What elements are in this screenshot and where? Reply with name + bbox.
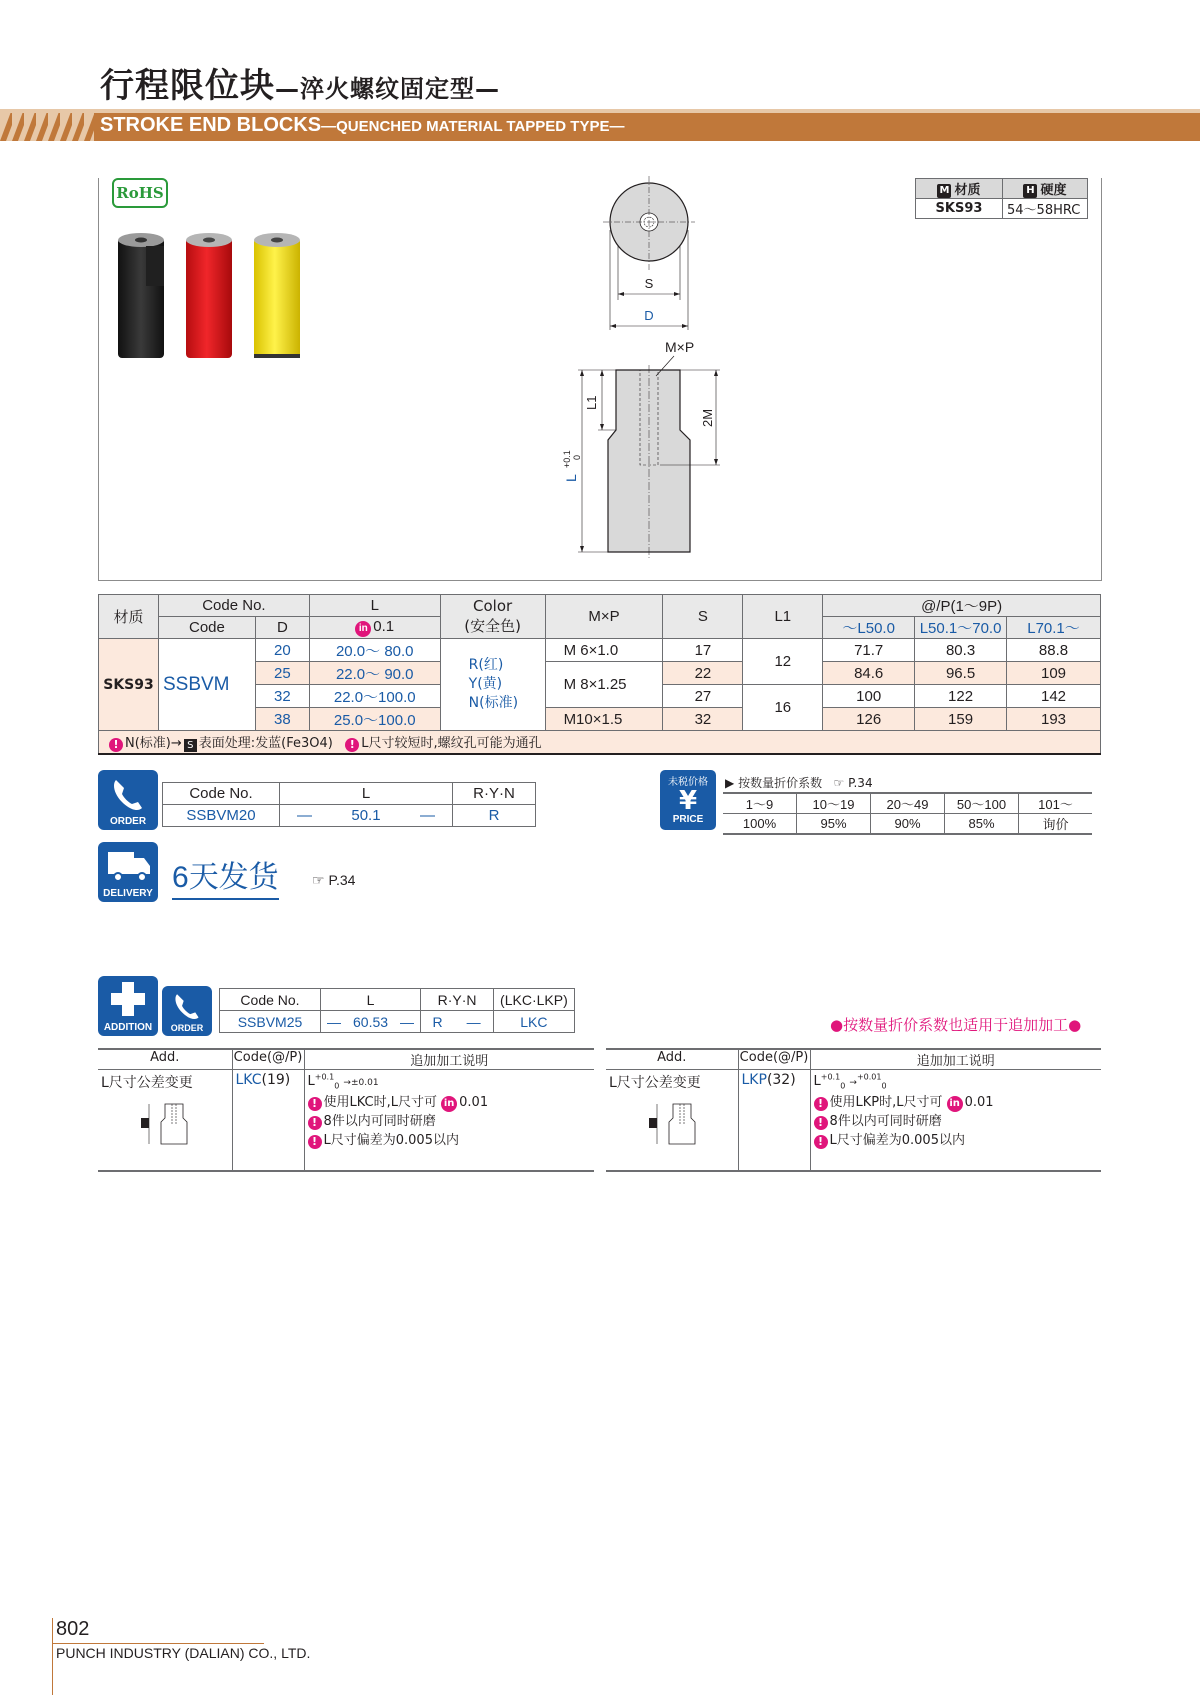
warning-icon: ! [345, 738, 359, 752]
order-h-l: L [280, 783, 453, 805]
order-code-table [162, 782, 536, 827]
arrow-icon: → [343, 1078, 351, 1088]
rate-cell: 90% [871, 814, 945, 835]
add-order-l: 60.53 [347, 1011, 394, 1033]
qty-cell: 50～100 [945, 793, 1019, 814]
price-cell: 193 [1007, 708, 1101, 731]
add-increment: 0.01 [964, 1095, 994, 1110]
warning-icon: ! [814, 1097, 828, 1111]
order-sep: — [403, 805, 452, 827]
h-code: Code [158, 617, 255, 639]
company-name: PUNCH INDUSTRY (DALIAN) CO., LTD. [56, 1645, 311, 1661]
qty-cell: 101～ [1019, 793, 1093, 814]
add-order-h-code: Code No. [220, 989, 321, 1011]
add-line: L尺寸偏差为0.005以内 [323, 1133, 459, 1148]
add-price: (32) [766, 1072, 796, 1088]
s-cell: 32 [663, 708, 743, 731]
dim-l-tol-lower: 0 [572, 454, 582, 460]
material-cell: SKS93 [99, 639, 159, 731]
material-box [915, 178, 1088, 219]
price-cell: 88.8 [1007, 639, 1101, 662]
pointer-icon: ☞ [312, 872, 325, 888]
h-s: S [663, 595, 743, 639]
tol-upper: +0.1 [314, 1072, 335, 1082]
increment-icon: in [441, 1096, 457, 1112]
warning-icon: ! [814, 1116, 828, 1130]
warning-icon: ! [308, 1116, 322, 1130]
price-badge-top: 未税价格 [668, 777, 708, 788]
add-line: L尺寸偏差为0.005以内 [829, 1133, 965, 1148]
add-h-add: Add. [606, 1049, 738, 1070]
order-code-value: SSBVM20 [163, 805, 280, 827]
price-cell: 71.7 [823, 639, 915, 662]
rate-cell: 询价 [1019, 814, 1093, 835]
add-increment: 0.01 [459, 1095, 489, 1110]
color-standard: N(标准) [468, 695, 519, 711]
tol-lower: 0 [840, 1081, 846, 1091]
l1-cell: 16 [743, 685, 823, 731]
h-l-increment: 0.1 [373, 618, 395, 635]
arrow-icon: → [849, 1078, 857, 1088]
dim-l-tol-upper: +0.1 [562, 450, 572, 468]
note-standard: N(标准)→ [125, 736, 182, 751]
addition-note: ●按数量折价系数也适用于追加加工● [830, 1016, 1082, 1034]
warning-icon: ! [814, 1135, 828, 1149]
price-cell: 84.6 [823, 662, 915, 685]
l-range-cell: 25.0～100.0 [309, 708, 440, 731]
s-cell: 27 [663, 685, 743, 708]
delivery-icon-label: DELIVERY [103, 888, 153, 899]
price-cell: 100 [823, 685, 915, 708]
tol-to-lower: 0 [881, 1081, 887, 1091]
price-cell: 96.5 [915, 662, 1007, 685]
material-value: SKS93 [916, 199, 1003, 219]
price-cell: 142 [1007, 685, 1101, 708]
delivery-ref [312, 872, 355, 889]
price-title-text: 按数量折价系数 [738, 776, 823, 790]
add-tolerance: $L^{+0.1}_0 \to\pm 0.01$ [307, 1072, 379, 1091]
delivery-icon [98, 842, 158, 902]
increment-icon: in [355, 621, 371, 637]
delivery-days-text: 天发货 [188, 860, 279, 895]
addition-order-icon-label: ORDER [170, 1023, 204, 1033]
tol-upper: +0.1 [820, 1072, 841, 1082]
qty-cell: 20～49 [871, 793, 945, 814]
add-code: LKC [235, 1072, 262, 1088]
s-cell: 17 [663, 639, 743, 662]
page-number: 802 [56, 1618, 90, 1640]
add-h-add: Add. [98, 1049, 232, 1070]
price-title [725, 774, 873, 791]
h-color: Color [473, 597, 513, 615]
delivery-ref-text: P.34 [328, 872, 356, 888]
page-title-en [100, 114, 624, 137]
add-h-desc: 追加加工说明 [304, 1049, 594, 1070]
hardness-header: 硬度 [1040, 183, 1067, 198]
product-photo [112, 230, 312, 370]
h-d: D [255, 617, 309, 639]
title-en-main: STROKE END BLOCKS [100, 114, 322, 136]
block-sketch-icon [609, 1092, 729, 1152]
h-l1: L1 [743, 595, 823, 639]
warning-icon: ! [308, 1135, 322, 1149]
truck-icon [98, 842, 158, 888]
h-code-no: Code No. [158, 595, 309, 617]
d-cell: 38 [255, 708, 309, 731]
title-en-sub: —QUENCHED MATERIAL TAPPED TYPE— [321, 118, 625, 135]
h-price-col-2: L50.1～70.0 [915, 617, 1007, 639]
delivery-days [172, 858, 279, 900]
d-cell: 20 [255, 639, 309, 662]
phone-icon [162, 986, 212, 1024]
add-order-code: SSBVM25 [220, 1011, 321, 1033]
add-order-sep: — [454, 1011, 493, 1033]
h-price-col-3: L70.1～ [1007, 617, 1101, 639]
addition-order-table [219, 988, 575, 1033]
title-main: 行程限位块 [100, 66, 275, 106]
dim-l: L [563, 474, 579, 482]
footer-rule-vertical [52, 1618, 53, 1695]
mxp-cell: M 8×1.25 [545, 662, 663, 708]
tol-to-upper: +0.01 [856, 1072, 882, 1082]
price-icon [660, 770, 716, 830]
table-row [99, 639, 1101, 662]
phone-icon [98, 770, 158, 816]
pointer-icon: ☞ [833, 776, 845, 790]
order-sep: — [280, 805, 329, 827]
material-key-icon: M [937, 184, 951, 198]
addition-table-lkc [98, 1048, 594, 1172]
add-h-desc: 追加加工说明 [810, 1049, 1101, 1070]
add-line: 8件以内可同时研磨 [829, 1114, 942, 1129]
order-icon [98, 770, 158, 830]
h-mxp: M×P [545, 595, 663, 639]
dim-2m: 2M [700, 408, 715, 428]
color-yellow: Y(黄) [468, 676, 503, 692]
code-cell: SSBVM [158, 639, 255, 731]
add-line: 使用LKC时,L尺寸可 [323, 1095, 438, 1110]
tol-to: ±0.01 [350, 1078, 379, 1088]
order-icon-label: ORDER [109, 816, 147, 827]
block-red [186, 233, 232, 358]
add-name: L尺寸公差变更 [101, 1075, 193, 1091]
add-h-code: Code(@/P) [738, 1049, 810, 1070]
dim-s: S [644, 276, 654, 291]
add-order-color: R [421, 1011, 455, 1033]
mxp-cell: M 6×1.0 [545, 639, 663, 662]
note-surface: 表面处理:发蓝(Fe3O4) [198, 736, 333, 751]
title-sub: —淬火螺纹固定型— [275, 75, 500, 103]
h-material: 材质 [99, 595, 159, 639]
dim-mxp: M×P [665, 339, 695, 355]
tol-lower: 0 [334, 1081, 340, 1091]
add-code: LKP [741, 1072, 767, 1088]
order-l-value: 50.1 [329, 805, 403, 827]
l-range-cell: 22.0～ 90.0 [309, 662, 440, 685]
warning-icon: ! [109, 738, 123, 752]
order-color-value: R [453, 805, 536, 827]
rohs-badge: RoHS [112, 178, 168, 208]
dim-d: D [644, 308, 654, 323]
l-range-cell: 20.0～ 80.0 [309, 639, 440, 662]
addition-table-lkp [606, 1048, 1101, 1172]
add-order-h-lkc: (LKC·LKP) [494, 989, 575, 1011]
price-discount-table [723, 792, 1092, 835]
addition-order-icon [162, 986, 212, 1036]
triangle-icon: ▶ [725, 776, 735, 790]
h-color-cn: (安全色) [464, 617, 521, 635]
add-order-h-ryn: R·Y·N [421, 989, 494, 1011]
price-cell: 80.3 [915, 639, 1007, 662]
price-cell: 109 [1007, 662, 1101, 685]
dim-l1: L1 [584, 395, 599, 410]
add-order-sep: — [321, 1011, 348, 1033]
add-order-sep: — [394, 1011, 421, 1033]
rate-cell: 85% [945, 814, 1019, 835]
price-cell: 126 [823, 708, 915, 731]
rate-cell: 95% [797, 814, 871, 835]
yen-icon: ¥ [678, 786, 698, 816]
delivery-days-num: 6 [172, 861, 189, 894]
rate-cell: 100% [723, 814, 797, 835]
block-sketch-icon [101, 1092, 221, 1152]
warning-icon: ! [308, 1097, 322, 1111]
add-line: 使用LKP时,L尺寸可 [829, 1095, 943, 1110]
order-h-code: Code No. [163, 783, 280, 805]
price-cell: 159 [915, 708, 1007, 731]
price-cell: 122 [915, 685, 1007, 708]
hardness-key-icon: H [1023, 184, 1037, 198]
d-cell: 25 [255, 662, 309, 685]
block-black [118, 233, 164, 358]
price-ref: P.34 [848, 776, 873, 790]
plus-icon [98, 976, 158, 1022]
technical-drawing [520, 170, 760, 570]
increment-icon: in [947, 1096, 963, 1112]
color-red: R(红) [468, 657, 504, 673]
h-price: @/P(1～9P) [823, 595, 1101, 617]
order-h-ryn: R·Y·N [453, 783, 536, 805]
spec-table [98, 594, 1101, 755]
add-price: (19) [261, 1072, 291, 1088]
price-badge-label: PRICE [672, 814, 704, 825]
add-line: 8件以内可同时研磨 [323, 1114, 436, 1129]
qty-cell: 10～19 [797, 793, 871, 814]
addition-icon-label: ADDITION [103, 1022, 153, 1033]
h-price-col-1: ～L50.0 [823, 617, 915, 639]
material-header: 材质 [954, 183, 981, 198]
add-order-lkc: LKC [494, 1011, 575, 1033]
block-yellow [254, 233, 300, 358]
l-range-cell: 22.0～100.0 [309, 685, 440, 708]
add-name: L尺寸公差变更 [609, 1075, 701, 1091]
s-cell: 22 [663, 662, 743, 685]
page-title-cn [100, 58, 500, 107]
add-tolerance: $L^{+0.1}_0 \to^{+0.01}_0$ [813, 1072, 887, 1091]
note-short-l: L尺寸较短时,螺纹孔可能为通孔 [361, 736, 542, 751]
l1-cell: 12 [743, 639, 823, 685]
d-cell: 32 [255, 685, 309, 708]
addition-icon [98, 976, 158, 1036]
qty-cell: 1～9 [723, 793, 797, 814]
table-note-row [99, 731, 1101, 755]
mxp-cell: M10×1.5 [545, 708, 663, 731]
hardness-value: 54～58HRC [1003, 199, 1088, 219]
add-order-h-l: L [321, 989, 421, 1011]
add-h-code: Code(@/P) [232, 1049, 304, 1070]
footer-rule-horizontal [52, 1643, 264, 1644]
surface-treatment-icon: S [184, 739, 197, 752]
h-l: L [309, 595, 440, 617]
